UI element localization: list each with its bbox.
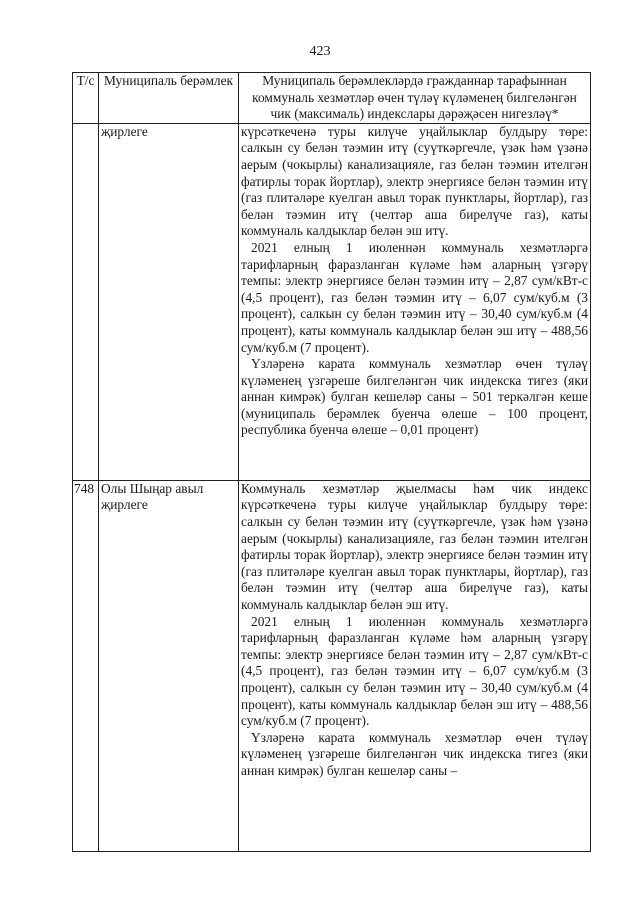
tariff-table xyxy=(72,72,591,852)
description-paragraph: Үзләренә карата коммуналь хезмәтләр өчен түләү күләменең үзгәреше билгеләнгән чик индекска тигез (яки аннан кимрәк) булган кешеләр саны – xyxy=(241,729,588,778)
table-row xyxy=(73,480,591,851)
row-number xyxy=(73,123,99,480)
row-number: 748 xyxy=(73,480,99,851)
header-description: Муниципаль берәмлекләрдә гражданнар тарафыннан коммуналь хезмәтләр өчен түләү күләменең билгеләнгән чик (максималь) индекслары дәрәҗәсен нигезләү* xyxy=(239,73,591,124)
description-paragraph: күрсәткеченә туры килүче уңайлыклар булдыру төре: салкын су белән тәэмин итү (суүткәргечле, үзәк һәм үзәнә аерым (чокырлы) канализацияле, газ белән тәэмин ителгән фатирлы торак йортлар), электр энергиясе белән тәэмин итү (газ плитәләре куелган авыл торак пунктлары, йортлар), газ белән тәэмин итү (челтәр аша бирелүче газ), каты коммуналь калдыклар белән эш итү. xyxy=(241,123,588,239)
description-paragraph: Үзләренә карата коммуналь хезмәтләр өчен түләү күләменең үзгәреше билгеләнгән чик индекска тигез (яки аннан кимрәк) булган кешеләр саны – 501 теркәлгән кеше (муниципаль берәмлек буенча өлеше – 100 процент, республика буенча өлеше – 0,01 процент) xyxy=(241,356,588,438)
description-paragraph: Коммуналь хезмәтләр җыелмасы һәм чик индекс күрсәткеченә туры килүче уңайлыклар булдыру төре: салкын су белән тәэмин итү (суүткәргечле, үзәк һәм үзәнә аерым (чокырлы) канализацияле, газ белән тәэмин ителгән фатирлы торак йортлар), электр энергиясе белән тәэмин итү (газ плитәләре куелган авыл торак пунктлары, йортлар), газ белән тәэмин итү (челтәр аша бирелүче газ), каты коммуналь калдыклар белән эш итү. xyxy=(241,480,588,612)
description-paragraph: 2021 елның 1 июленнән коммуналь хезмәтләргә тарифларның фаразланган күләме һәм аларның үзгәрү темпы: электр энергиясе белән тәэмин итү – 2,87 сум/кВт-с (4,5 процент), газ белән тәэмин итү – 6,07 сум/куб.м (3 процент), салкын су белән тәэмин итү – 30,40 сум/куб.м (4 процент), каты коммуналь калдыклар белән эш итү – 488,56 сум/куб.м (7 процент). xyxy=(241,613,588,729)
row-municipality: җирлеге xyxy=(99,123,239,480)
row-description xyxy=(239,480,591,851)
row-municipality: Олы Шыңар авыл җирлеге xyxy=(99,480,239,851)
page-number: 423 xyxy=(309,44,331,59)
table-header-row xyxy=(73,73,591,124)
table-row xyxy=(73,123,591,480)
description-paragraph: 2021 елның 1 июленнән коммуналь хезмәтләргә тарифларның фаразланган күләме һәм аларның үзгәрү темпы: электр энергиясе белән тәэмин итү – 2,87 сум/кВт-с (4,5 процент), газ белән тәэмин итү – 6,07 сум/куб.м (3 процент), салкын су белән тәэмин итү – 30,40 сум/куб.м (4 процент), каты коммуналь калдыклар белән эш итү – 488,56 сум/куб.м (7 процент). xyxy=(241,239,588,355)
header-number: Т/с xyxy=(73,73,99,124)
header-municipality: Муниципаль берәмлек xyxy=(99,73,239,124)
row-description xyxy=(239,123,591,480)
